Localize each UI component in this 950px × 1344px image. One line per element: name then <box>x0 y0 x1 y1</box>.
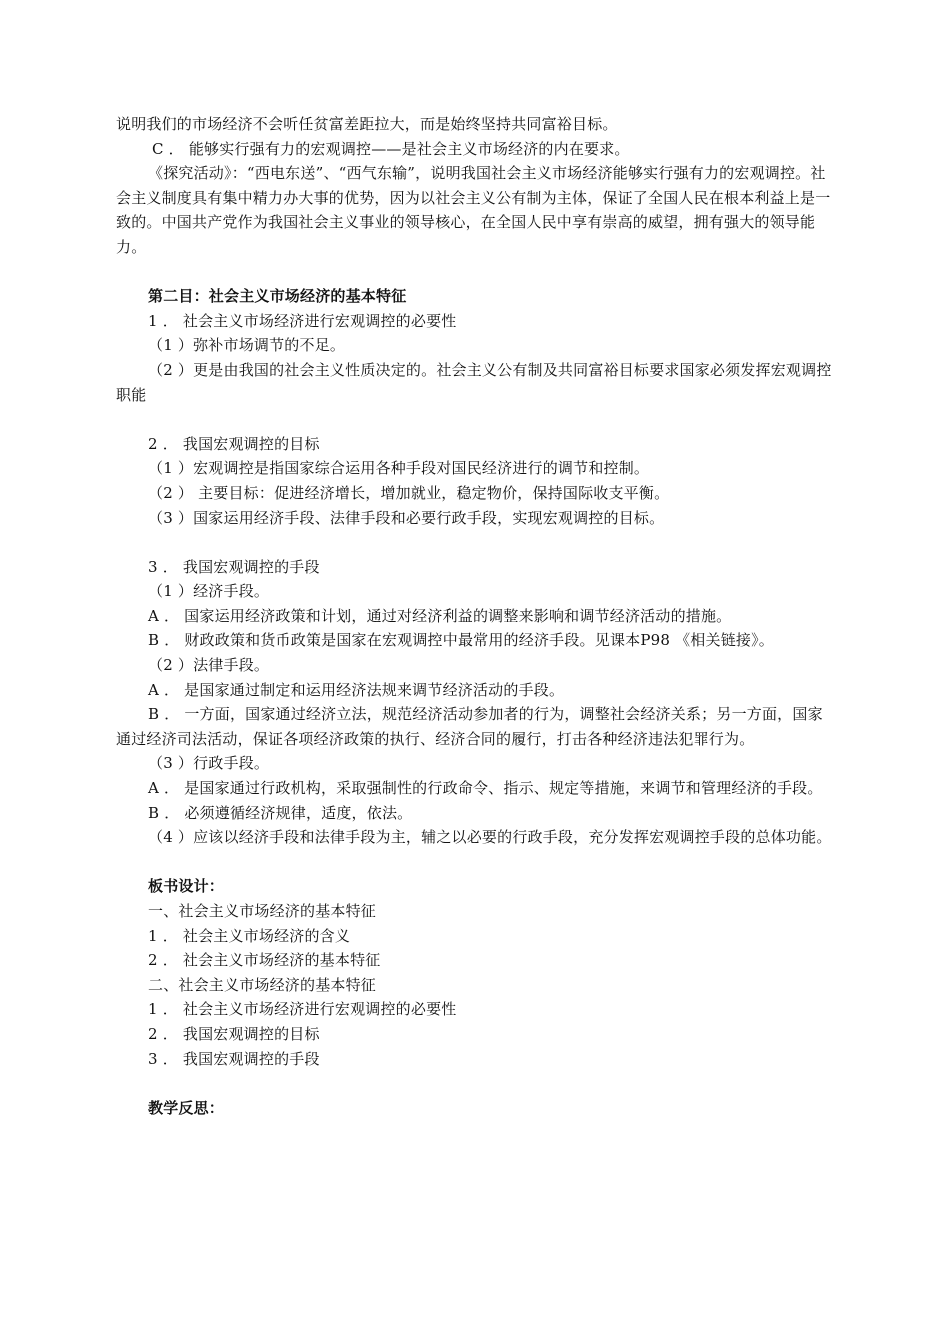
spacer <box>116 850 836 875</box>
outline-item: 一、社会主义市场经济的基本特征 <box>148 902 377 920</box>
reflection-heading: 教学反思： <box>148 1098 225 1117</box>
list-item: （2 ） 主要目标：促进经济增长，增加就业，稳定物价，保持国际收支平衡。 <box>148 483 670 502</box>
list-item: （4 ）应该以经济手段和法律手段为主，辅之以必要的行政手段，充分发挥宏观调控手段的总体功能。 <box>148 828 832 847</box>
list-item: 1 ． 社会主义市场经济进行宏观调控的必要性 <box>148 311 457 330</box>
list-item: A ． 国家运用经济政策和计划，通过对经济利益的调整来影响和调节经济活动的措施。 <box>148 606 732 625</box>
outline-item: 2 ． 社会主义市场经济的基本特征 <box>148 951 381 970</box>
list-item: B ． 必须遵循经济规律，适度，依法。 <box>148 803 413 822</box>
list-item: A ． 是国家通过制定和运用经济法规来调节经济活动的手段。 <box>148 680 565 699</box>
spacer <box>116 1071 836 1096</box>
document-body <box>116 112 836 1120</box>
list-item: （1 ）经济手段。 <box>148 582 270 601</box>
outline-item: 二、社会主义市场经济的基本特征 <box>148 975 377 994</box>
outline-item: 1 ． 社会主义市场经济进行宏观调控的必要性 <box>148 1000 457 1019</box>
list-item: B ． 一方面，国家通过经济立法，规范经济活动参加者的行为，调整社会经济关系；另一方面，国家通过经济司法活动，保证各项经济政策的执行、经济合同的履行，打击各种经济违法犯罪行为。 <box>116 705 823 748</box>
spacer <box>116 530 836 555</box>
list-item: A ． 是国家通过行政机构，采取强制性的行政命令、指示、规定等措施，来调节和管理经济的手段。 <box>148 779 823 798</box>
list-item: 2 ． 我国宏观调控的目标 <box>148 434 320 453</box>
paragraph-line: C ． 能够实行强有力的宏观调控——是社会主义市场经济的内在要求。 <box>152 139 630 158</box>
paragraph-line: 说明我们的市场经济不会听任贫富差距拉大，而是始终坚持共同富裕目标。 <box>116 115 618 133</box>
list-item: 3 ． 我国宏观调控的手段 <box>148 557 320 576</box>
list-item: （3 ）行政手段。 <box>148 754 270 773</box>
outline-item: 3 ． 我国宏观调控的手段 <box>148 1049 320 1068</box>
list-item: （1 ）宏观调控是指国家综合运用各种手段对国民经济进行的调节和控制。 <box>148 459 650 478</box>
outline-item: 2 ． 我国宏观调控的目标 <box>148 1024 320 1043</box>
list-item: （3 ）国家运用经济手段、法律手段和必要行政手段，实现宏观调控的目标。 <box>148 508 665 527</box>
outline-item: 1 ． 社会主义市场经济的含义 <box>148 926 351 945</box>
board-design-heading: 板书设计： <box>148 877 225 896</box>
paragraph-explore: 《探究活动》：“西电东送”、“西气东输”，说明我国社会主义市场经济能够实行强有力的宏观调控。社会主义制度具有集中精力办大事的优势，因为以社会主义公有制为主体，保证了全国人民在根本利益上是一致的。中国共产党作为我国社会主义事业的领导核心，在全国人民中享有崇高的威望，拥有强大的领导能力。 <box>116 164 831 256</box>
spacer <box>116 260 836 285</box>
list-item: B ． 财政政策和货币政策是国家在宏观调控中最常用的经济手段。见课本P98 《相关链接》。 <box>148 631 775 650</box>
list-item: （2 ）法律手段。 <box>148 656 270 675</box>
list-item: （1 ）弥补市场调节的不足。 <box>148 336 346 355</box>
section-heading: 第二目：社会主义市场经济的基本特征 <box>148 287 407 306</box>
spacer <box>116 407 836 432</box>
list-item: （2 ）更是由我国的社会主义性质决定的。社会主义公有制及共同富裕目标要求国家必须发挥宏观调控职能 <box>116 360 832 404</box>
